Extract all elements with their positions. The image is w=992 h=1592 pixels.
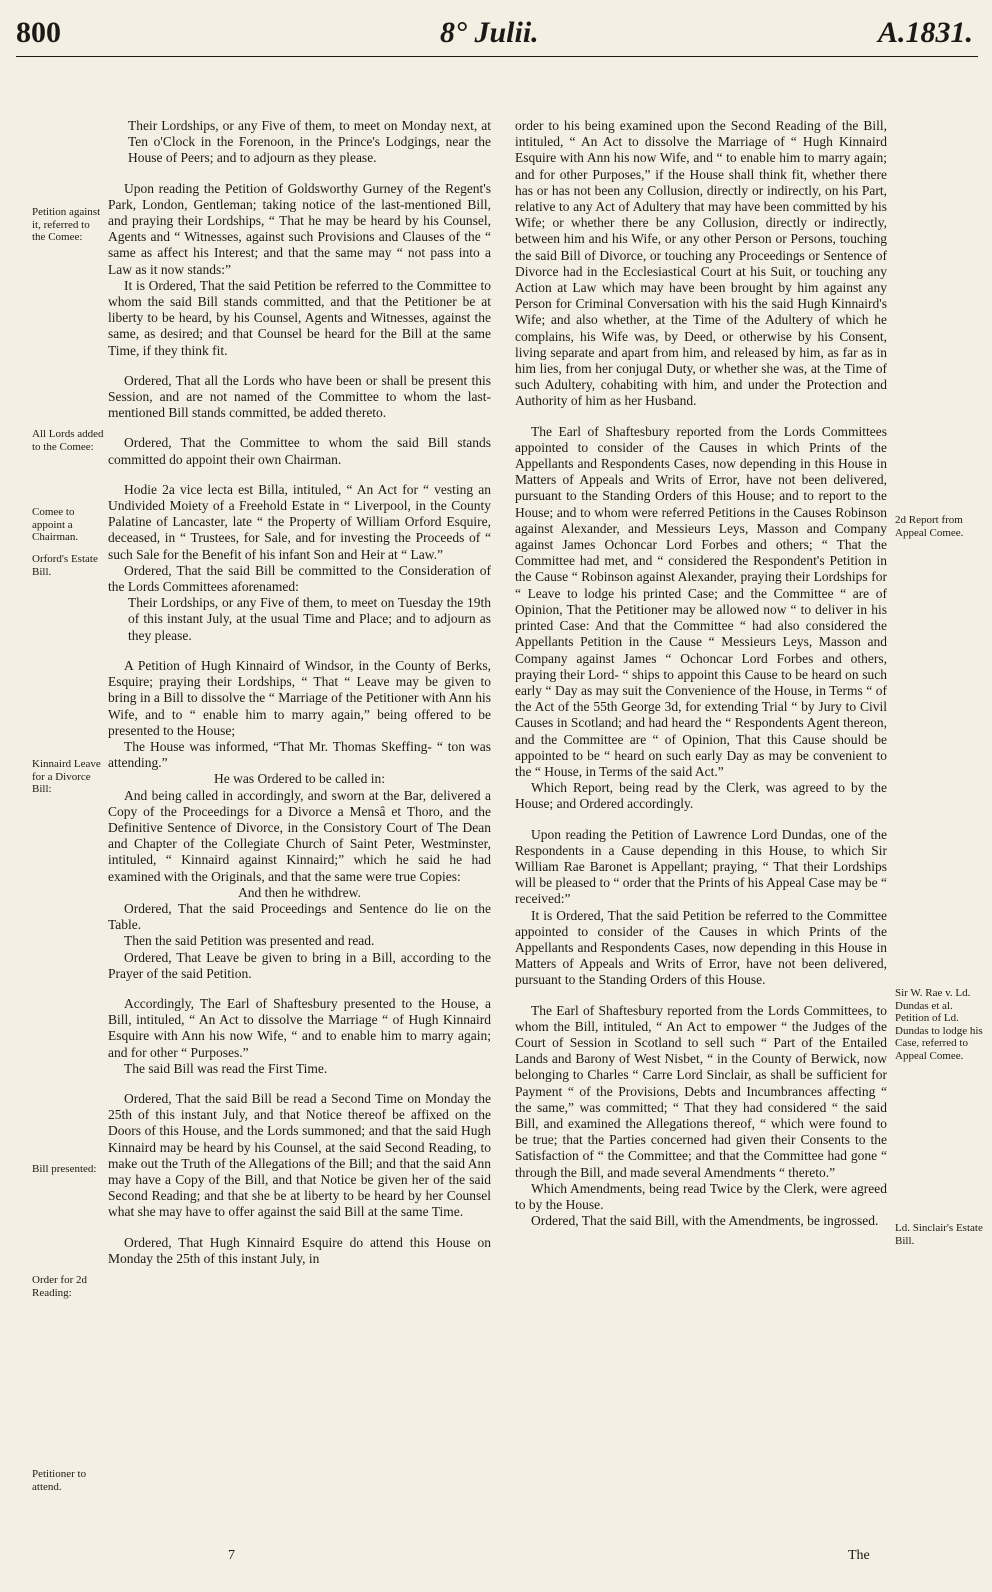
paragraph: And being called in accordingly, and sworn at the Bar, delivered a Copy of the Proceedings for a Divorce a Mensâ et Thoro, and the Definitive Sentence of Divorce, in the Consistory Court of The Dean and Chapter of the Collegiate Church of Saint Peter, Westminster, intituled, “ Kinnaird against Kinnaird;” which he said he had examined with the Originals, and that the same were true Copies: bbox=[108, 787, 491, 884]
page-header bbox=[0, 8, 992, 54]
journal-year: A.1831. bbox=[878, 16, 974, 49]
margin-note-left: Petition against it, referred to the Comee: bbox=[32, 206, 101, 243]
paragraph: Which Report, being read by the Clerk, was agreed to by the House; and Ordered accordingly. bbox=[515, 780, 887, 812]
paragraph: Which Amendments, being read Twice by the Clerk, were agreed to by the House. bbox=[515, 1180, 887, 1212]
paragraph: Ordered, That the Committee to whom the said Bill stands committed do appoint their own Chairman. bbox=[108, 435, 491, 467]
paragraph: Ordered, That all the Lords who have been or shall be present this Session, and are not named of the Committee to whom the last-mentioned Bill stands committed, be added thereto. bbox=[108, 372, 491, 421]
margin-note-left: Orford's Estate Bill. bbox=[32, 553, 98, 578]
header-rule bbox=[16, 56, 978, 57]
paragraph: Then the said Petition was presented and read. bbox=[124, 933, 375, 949]
margin-note-left: Comee to appoint a Chairman. bbox=[32, 506, 79, 543]
paragraph: Ordered, That the said Bill, with the Amendments, be ingrossed. bbox=[531, 1213, 879, 1229]
paragraph: order to his being examined upon the Second Reading of the Bill, intituled, “ An Act to dissolve the Marriage of “ Hugh Kinnaird Esquire with Ann his now Wife, and “ to enable him to marry again; and for other Purposes,” if the House shall think fit, whether there has or has not been any Collusion, directly or indirectly, on his Part, relative to any Act of Adultery that may have been committed by his Wife; or whether there be any Collusion, directly or indirectly, between him and his Wife, or any other Person or Persons, touching the said Bill of Divorce, or touching any Proceedings or Sentence of Divorce had in the Ecclesiastical Court at his Suit, or touching any Action at Law which may have been brought by him against any Person for Criminal Conversation with his the said Hugh Kinnaird's Wife; and also whether, at the Time of the Adultery of which he complains, his Wife was, by Deed, or otherwise by his Consent, living separate and apart from him, and released by him, as far as in him lies, from her conjugal Duty, or whether she was, at the Time of such Adultery, cohabiting with him, and under the Protection and Authority of him as her Husband. bbox=[515, 118, 887, 409]
margin-note-left: Order for 2d Reading: bbox=[32, 1274, 87, 1299]
margin-note-right: Sir W. Rae v. Ld. Dundas et al. Petition of Ld. Dundas to lodge his Case, referred to Appeal Comee. bbox=[895, 987, 983, 1062]
paragraph: Upon reading the Petition of Lawrence Lord Dundas, one of the Respondents in a Cause depending in this House, to which Sir William Rae Baronet is Appellant; praying, “ That their Lordships will be pleased to “ order that the Prints of his Appeal Case may be “ received:” bbox=[515, 826, 887, 907]
paragraph: The Earl of Shaftesbury reported from the Lords Committees, to whom the Bill, intituled, “ An Act to empower “ the Judges of the Court of Session in Scotland to sell such “ Part of the Entailed Lands and Barony of West Nisbet, “ in the County of Berwick, now belonging to Charles “ Carre Lord Sinclair, as shall be sufficient for Payment “ of the Provisions, Debts and Incumbrances affecting “ the same,” was committed; “ That they had considered “ the said Bill, and examined the Allegations thereof, “ which were found to be true; that the Parties concerned had given their Consents to the Satisfaction of “ the Committee; and that the Committee had gone “ through the Bill, and made several Amendments “ thereto.” bbox=[515, 1002, 887, 1180]
margin-note-left: Petitioner to attend. bbox=[32, 1468, 87, 1493]
margin-note-left: Bill presented: bbox=[32, 1163, 97, 1175]
paragraph: A Petition of Hugh Kinnaird of Windsor, in the County of Berks, Esquire; praying their Lordships, “ That “ Leave may be given to bring in a Bill to dissolve the “ Marriage of the Petitioner with Ann his Wife, and to “ enable him to marry again,” being offered to be presented to the House; bbox=[108, 657, 491, 738]
margin-note-left: Kinnaird Leave for a Divorce Bill: bbox=[32, 758, 101, 795]
paragraph: He was Ordered to be called in: bbox=[214, 771, 385, 787]
paragraph: Accordingly, The Earl of Shaftesbury presented to the House, a Bill, intituled, “ An Act to dissolve the Marriage “ of Hugh Kinnaird Esquire with Ann his now Wife, “ and to enable him to marry again; and for other “ Purposes.” bbox=[108, 995, 491, 1060]
paragraph: Ordered, That the said Bill be read a Second Time on Monday the 25th of this instant July, and that Notice thereof be affixed on the Doors of this House, and the Lords summoned; and that the said Hugh Kinnaird may be heard by his Counsel, at the said Second Reading, to make out the Truth of the Allegations of the Bill; and that the said Ann may have a Copy of the Bill, and that Notice be given her of the said Second Reading; and that she be at liberty to be heard by her Counsel what she may have to offer against the said Bill at the same Time. bbox=[108, 1090, 491, 1220]
paragraph: The said Bill was read the First Time. bbox=[124, 1060, 328, 1076]
right-column bbox=[515, 118, 887, 1229]
paragraph: Ordered, That the said Proceedings and Sentence do lie on the Table. bbox=[108, 900, 491, 933]
paragraph: And then he withdrew. bbox=[238, 884, 361, 900]
page-number: 800 bbox=[16, 16, 61, 49]
margin-note-right: 2d Report from Appeal Comee. bbox=[895, 514, 964, 539]
paragraph: Ordered, That Hugh Kinnaird Esquire do attend this House on Monday the 25th of this instant July, in bbox=[108, 1234, 491, 1266]
left-column bbox=[108, 118, 491, 1267]
paragraph: Hodie 2a vice lecta est Billa, intituled, “ An Act for “ vesting an Undivided Moiety of a Freehold Estate in “ Liverpool, in the County Palatine of Lancaster, late “ the Property of William Orford Esquire, deceased, in “ Trustees, for Sale, and for investing the Proceeds of “ such Sale for the Benefit of his infant Son and Heir at “ Law.” bbox=[108, 481, 491, 562]
paragraph: It is Ordered, That the said Petition be referred to the Committee appointed to consider of the Causes in which Prints of the Appellants and Respondents Cases, now depending in this House in Matters of Appeals and Writs of Error, have not been delivered, pursuant to the Standing Orders of this House. bbox=[515, 907, 887, 988]
paragraph: Ordered, That the said Bill be committed to the Consideration of the Lords Committees aforenamed: bbox=[108, 562, 491, 595]
paragraph: Their Lordships, or any Five of them, to meet on Tuesday the 19th of this instant July, at the usual Time and Place; and to adjourn as they please. bbox=[128, 595, 491, 643]
paragraph: It is Ordered, That the said Petition be referred to the Committee to whom the said Bill stands committed, and that the Petitioner be at liberty to be heard, by his Counsel, Agents and Witnesses, against the same, as desired; and that Counsel be heard for the Bill at the same Time, if they think fit. bbox=[108, 277, 491, 358]
catchword: The bbox=[848, 1548, 870, 1563]
signature-mark: 7 bbox=[228, 1548, 235, 1563]
journal-date: 8° Julii. bbox=[440, 16, 539, 49]
paragraph: Their Lordships, or any Five of them, to meet on Monday next, at Ten o'Clock in the Forenoon, in the Prince's Lodgings, near the House of Peers; and to adjourn as they please. bbox=[128, 118, 491, 166]
paragraph: Upon reading the Petition of Goldsworthy Gurney of the Regent's Park, London, Gentleman; taking notice of the last-mentioned Bill, and praying their Lordships, “ That he may be heard by his Counsel, Agents and “ Witnesses, against such Provisions and Clauses of the “ same as affect his Interest; and that the same may “ not pass into a Law as it now stands:” bbox=[108, 180, 491, 277]
margin-note-right: Ld. Sinclair's Estate Bill. bbox=[895, 1222, 983, 1247]
paragraph: The Earl of Shaftesbury reported from the Lords Committees appointed to consider of the Causes in which Prints of the Appellants and Respondents Cases, now depending in this House in Matters of Appeals and Writs of Error, have not been delivered, pursuant to the Standing Orders of this House; and to report to the House; and to whom were referred Petitions in the Causes Robinson against Alexander, and Messieurs Leys, Masson and Company against James Ochoncar Lord Forbes and others; “ That the Committee had met, and “ considered the Respondent's Petition in the Cause “ Robinson against Alexander, praying their Lordships for “ Leave to lodge his printed Case; and the Committee “ are of Opinion, That the Petitioner may be allowed now “ to deliver in his printed Case: And that the Committee “ had also considered the Appellants Petition in the Cause “ Messieurs Leys, Masson and Company against James “ Ochoncar Lord Forbes and others, praying their Lord- “ ships to appoint this Cause to be heard on such early “ Day as may suit the Convenience of the House, in Terms “ of the Act of the 55th George 3d, for extending Trial “ by Jury to Civil Causes in Scotland; and had heard the “ Respondents Agent thereon, and the Committee are “ of Opinion, That this Cause should be appointed to be “ heard on such early Day as may be convenient to the “ House, in Terms of the said Act.” bbox=[515, 423, 887, 779]
paragraph: The House was informed, “That Mr. Thomas Skeffing- “ ton was attending.” bbox=[108, 738, 491, 771]
margin-note-left: All Lords added to the Comee: bbox=[32, 428, 104, 453]
paragraph: Ordered, That Leave be given to bring in a Bill, according to the Prayer of the said Petition. bbox=[108, 949, 491, 981]
